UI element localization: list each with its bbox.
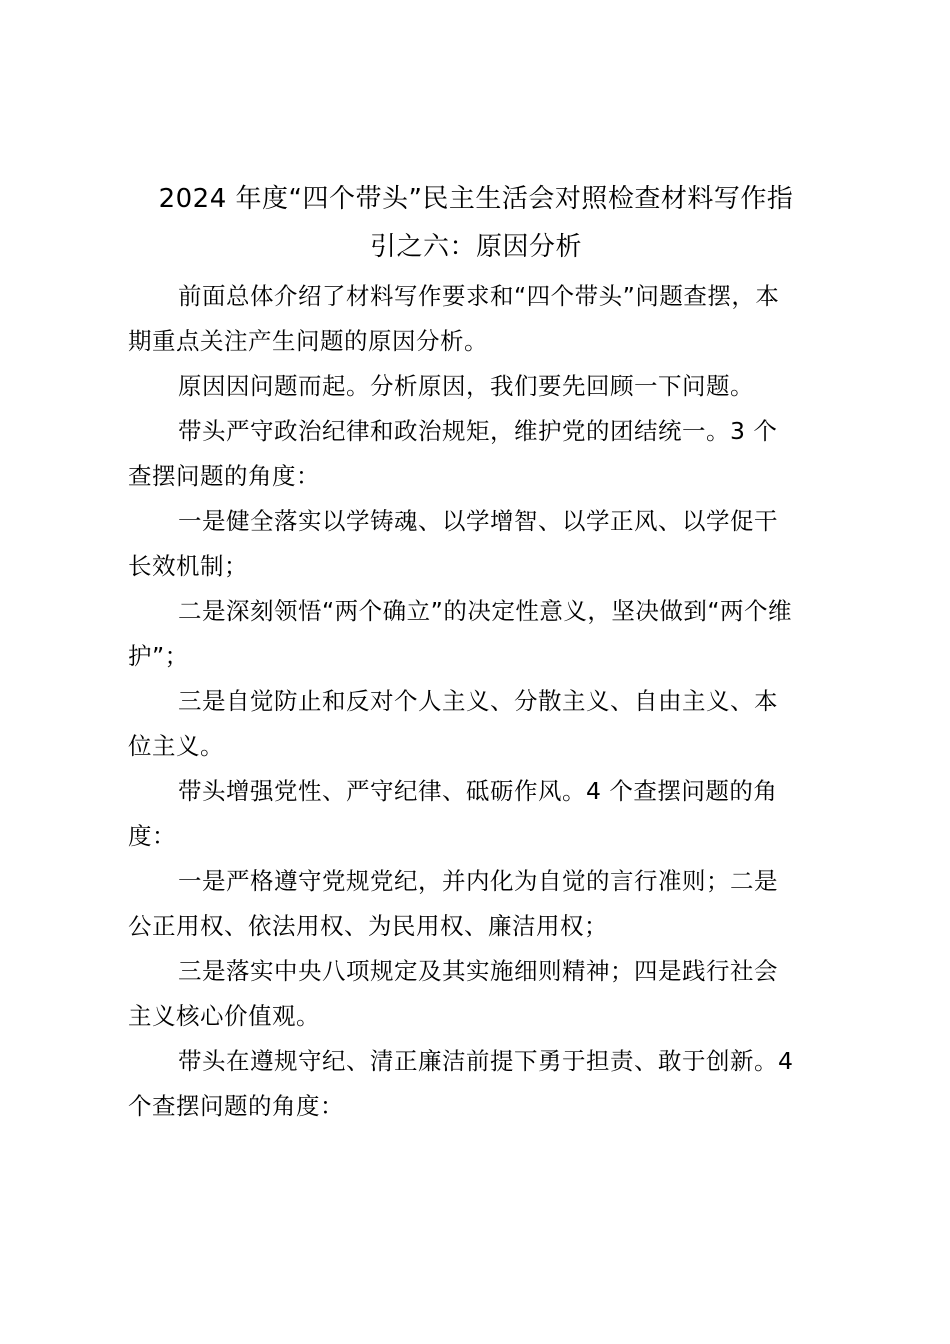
paragraph-line: 主义核心价值观。	[128, 1002, 320, 1030]
paragraph-line: 原因因问题而起。分析原因，我们要先回顾一下问题。	[178, 372, 754, 400]
paragraph-section-3	[128, 1039, 838, 1129]
paragraph-line: 护”；	[128, 642, 189, 670]
paragraph-line: 带头严守政治纪律和政治规矩，维护党的团结统一。3 个	[178, 417, 778, 445]
paragraph-line: 三是落实中央八项规定及其实施细则精神；四是践行社会	[178, 957, 778, 985]
paragraph-line: 二是深刻领悟“两个确立”的决定性意义，坚决做到“两个维	[178, 597, 793, 625]
paragraph-line: 个查摆问题的角度：	[128, 1092, 344, 1120]
paragraph-intro	[128, 274, 838, 364]
paragraph-item	[128, 499, 838, 589]
paragraph-line: 长效机制；	[128, 552, 248, 580]
document-title	[128, 175, 824, 271]
paragraph-line: 一是健全落实以学铸魂、以学增智、以学正风、以学促干	[178, 507, 778, 535]
paragraph-line: 度：	[128, 822, 176, 850]
paragraph-item	[128, 679, 838, 769]
paragraph-line: 一是严格遵守党规党纪，并内化为自觉的言行准则；二是	[178, 867, 778, 895]
paragraph-item	[128, 859, 838, 949]
paragraph-line: 三是自觉防止和反对个人主义、分散主义、自由主义、本	[178, 687, 778, 715]
title-line-1: 2024 年度“四个带头”民主生活会对照检查材料写作指	[158, 184, 794, 214]
paragraph-section-1	[128, 409, 838, 499]
paragraph-item	[128, 949, 838, 1039]
paragraph-line: 期重点关注产生问题的原因分析。	[128, 327, 488, 355]
document-body	[128, 274, 838, 1129]
paragraph-item	[128, 589, 838, 679]
paragraph-line: 公正用权、依法用权、为民用权、廉洁用权；	[128, 912, 608, 940]
paragraph-section-2	[128, 769, 838, 859]
title-line-2: 引之六：原因分析	[369, 232, 582, 262]
paragraph-line: 带头在遵规守纪、清正廉洁前提下勇于担责、敢于创新。4	[178, 1047, 794, 1075]
paragraph-line: 位主义。	[128, 732, 224, 760]
paragraph-cause	[128, 364, 838, 409]
paragraph-line: 带头增强党性、严守纪律、砥砺作风。4 个查摆问题的角	[178, 777, 778, 805]
paragraph-line: 查摆问题的角度：	[128, 462, 320, 490]
paragraph-line: 前面总体介绍了材料写作要求和“四个带头”问题查摆，本	[178, 282, 780, 310]
